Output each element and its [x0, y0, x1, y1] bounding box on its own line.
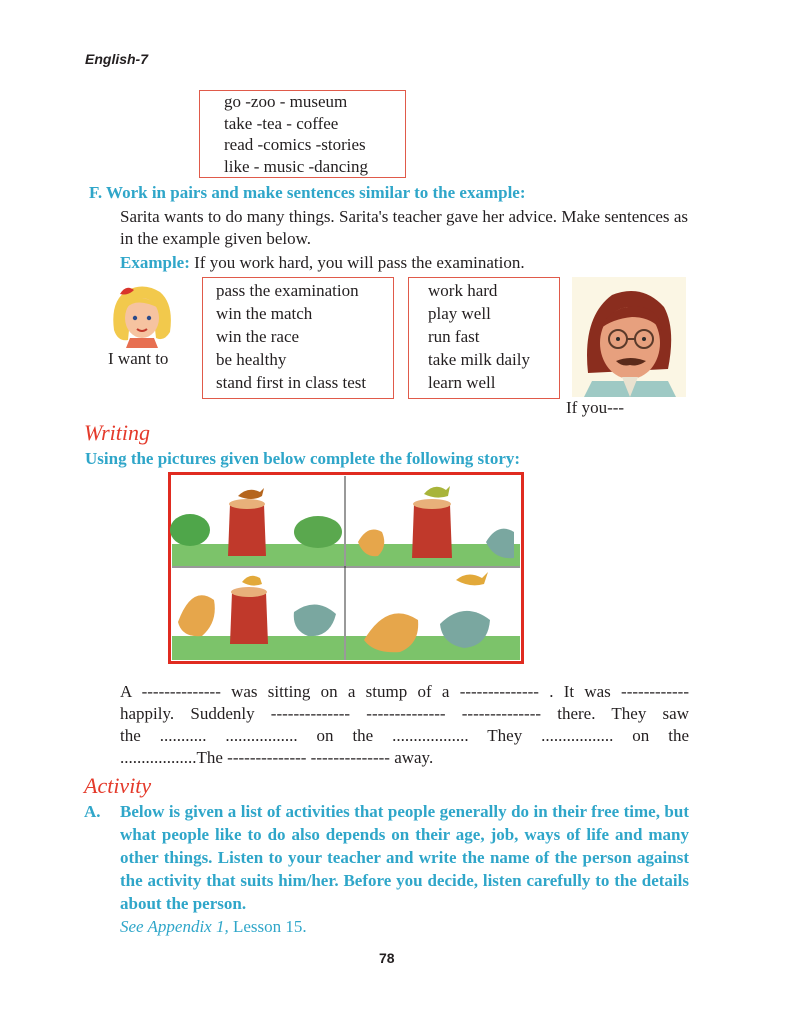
- advice-item: run fast: [428, 327, 480, 346]
- story-line: A -------------- was sitting on a stump of a -------------- . It was ------------: [120, 682, 689, 701]
- advice-item: play well: [428, 304, 491, 323]
- example-label: Example:: [120, 253, 190, 272]
- advice-item: learn well: [428, 373, 496, 392]
- activity-heading: Activity: [84, 773, 152, 798]
- word-box-line: like - music -dancing: [224, 156, 368, 176]
- wants-item: be healthy: [216, 350, 287, 369]
- story-line: ..................The -------------- -------------- away.: [120, 748, 434, 767]
- section-f-title: F. Work in pairs and make sentences similar to the example:: [89, 183, 526, 202]
- wants-item: win the match: [216, 304, 313, 323]
- activity-item-text: Below is given a list of activities that people generally do in their free time, but what people like to do also depends on their age, job, ways of life and many other things. Listen to your teacher and write the name of the person against the activity that suits him/her. Before you decide, listen carefully to the details about the person.: [120, 802, 689, 913]
- example-line: [120, 252, 700, 274]
- teacher-label: If you---: [566, 398, 625, 417]
- page-number: 78: [379, 950, 395, 966]
- wants-item: stand first in class test: [216, 373, 367, 392]
- section-f-instructions: Sarita wants to do many things. Sarita's teacher gave her advice. Make sentences as in the example given below.: [120, 207, 688, 248]
- girl-portrait-image: [104, 280, 180, 348]
- advice-item: take milk daily: [428, 350, 530, 369]
- word-box-line: read -comics -stories: [224, 135, 366, 154]
- advice-box: [408, 277, 560, 399]
- story-line: happily. Suddenly -------------- -------------- -------------- there. They saw: [120, 704, 689, 723]
- word-box: [199, 90, 406, 178]
- appendix-reference-rest: Lesson 15.: [228, 917, 307, 936]
- wants-box: [202, 277, 394, 399]
- writing-subheading: Using the pictures given below complete the following story:: [85, 449, 521, 468]
- activity-item-label: A.: [84, 802, 101, 821]
- word-box-line: take -tea - coffee: [224, 113, 339, 133]
- wants-item: pass the examination: [216, 281, 359, 300]
- appendix-reference-italic: See Appendix 1,: [120, 917, 229, 936]
- appendix-reference: [120, 916, 307, 938]
- story-line: the ........... ................. on the .................. They ................. on the: [120, 726, 689, 745]
- word-box-line: go -zoo - museum: [224, 92, 348, 111]
- writing-heading: Writing: [84, 420, 151, 445]
- page-header: English-7: [85, 51, 149, 67]
- example-text: If you work hard, you will pass the examination.: [189, 253, 525, 272]
- advice-item: work hard: [428, 281, 498, 300]
- story-text: [120, 681, 689, 769]
- wants-item: win the race: [216, 327, 300, 346]
- girl-label: I want to: [108, 349, 169, 368]
- story-picture-image: [168, 472, 524, 664]
- teacher-portrait-image: [572, 277, 686, 397]
